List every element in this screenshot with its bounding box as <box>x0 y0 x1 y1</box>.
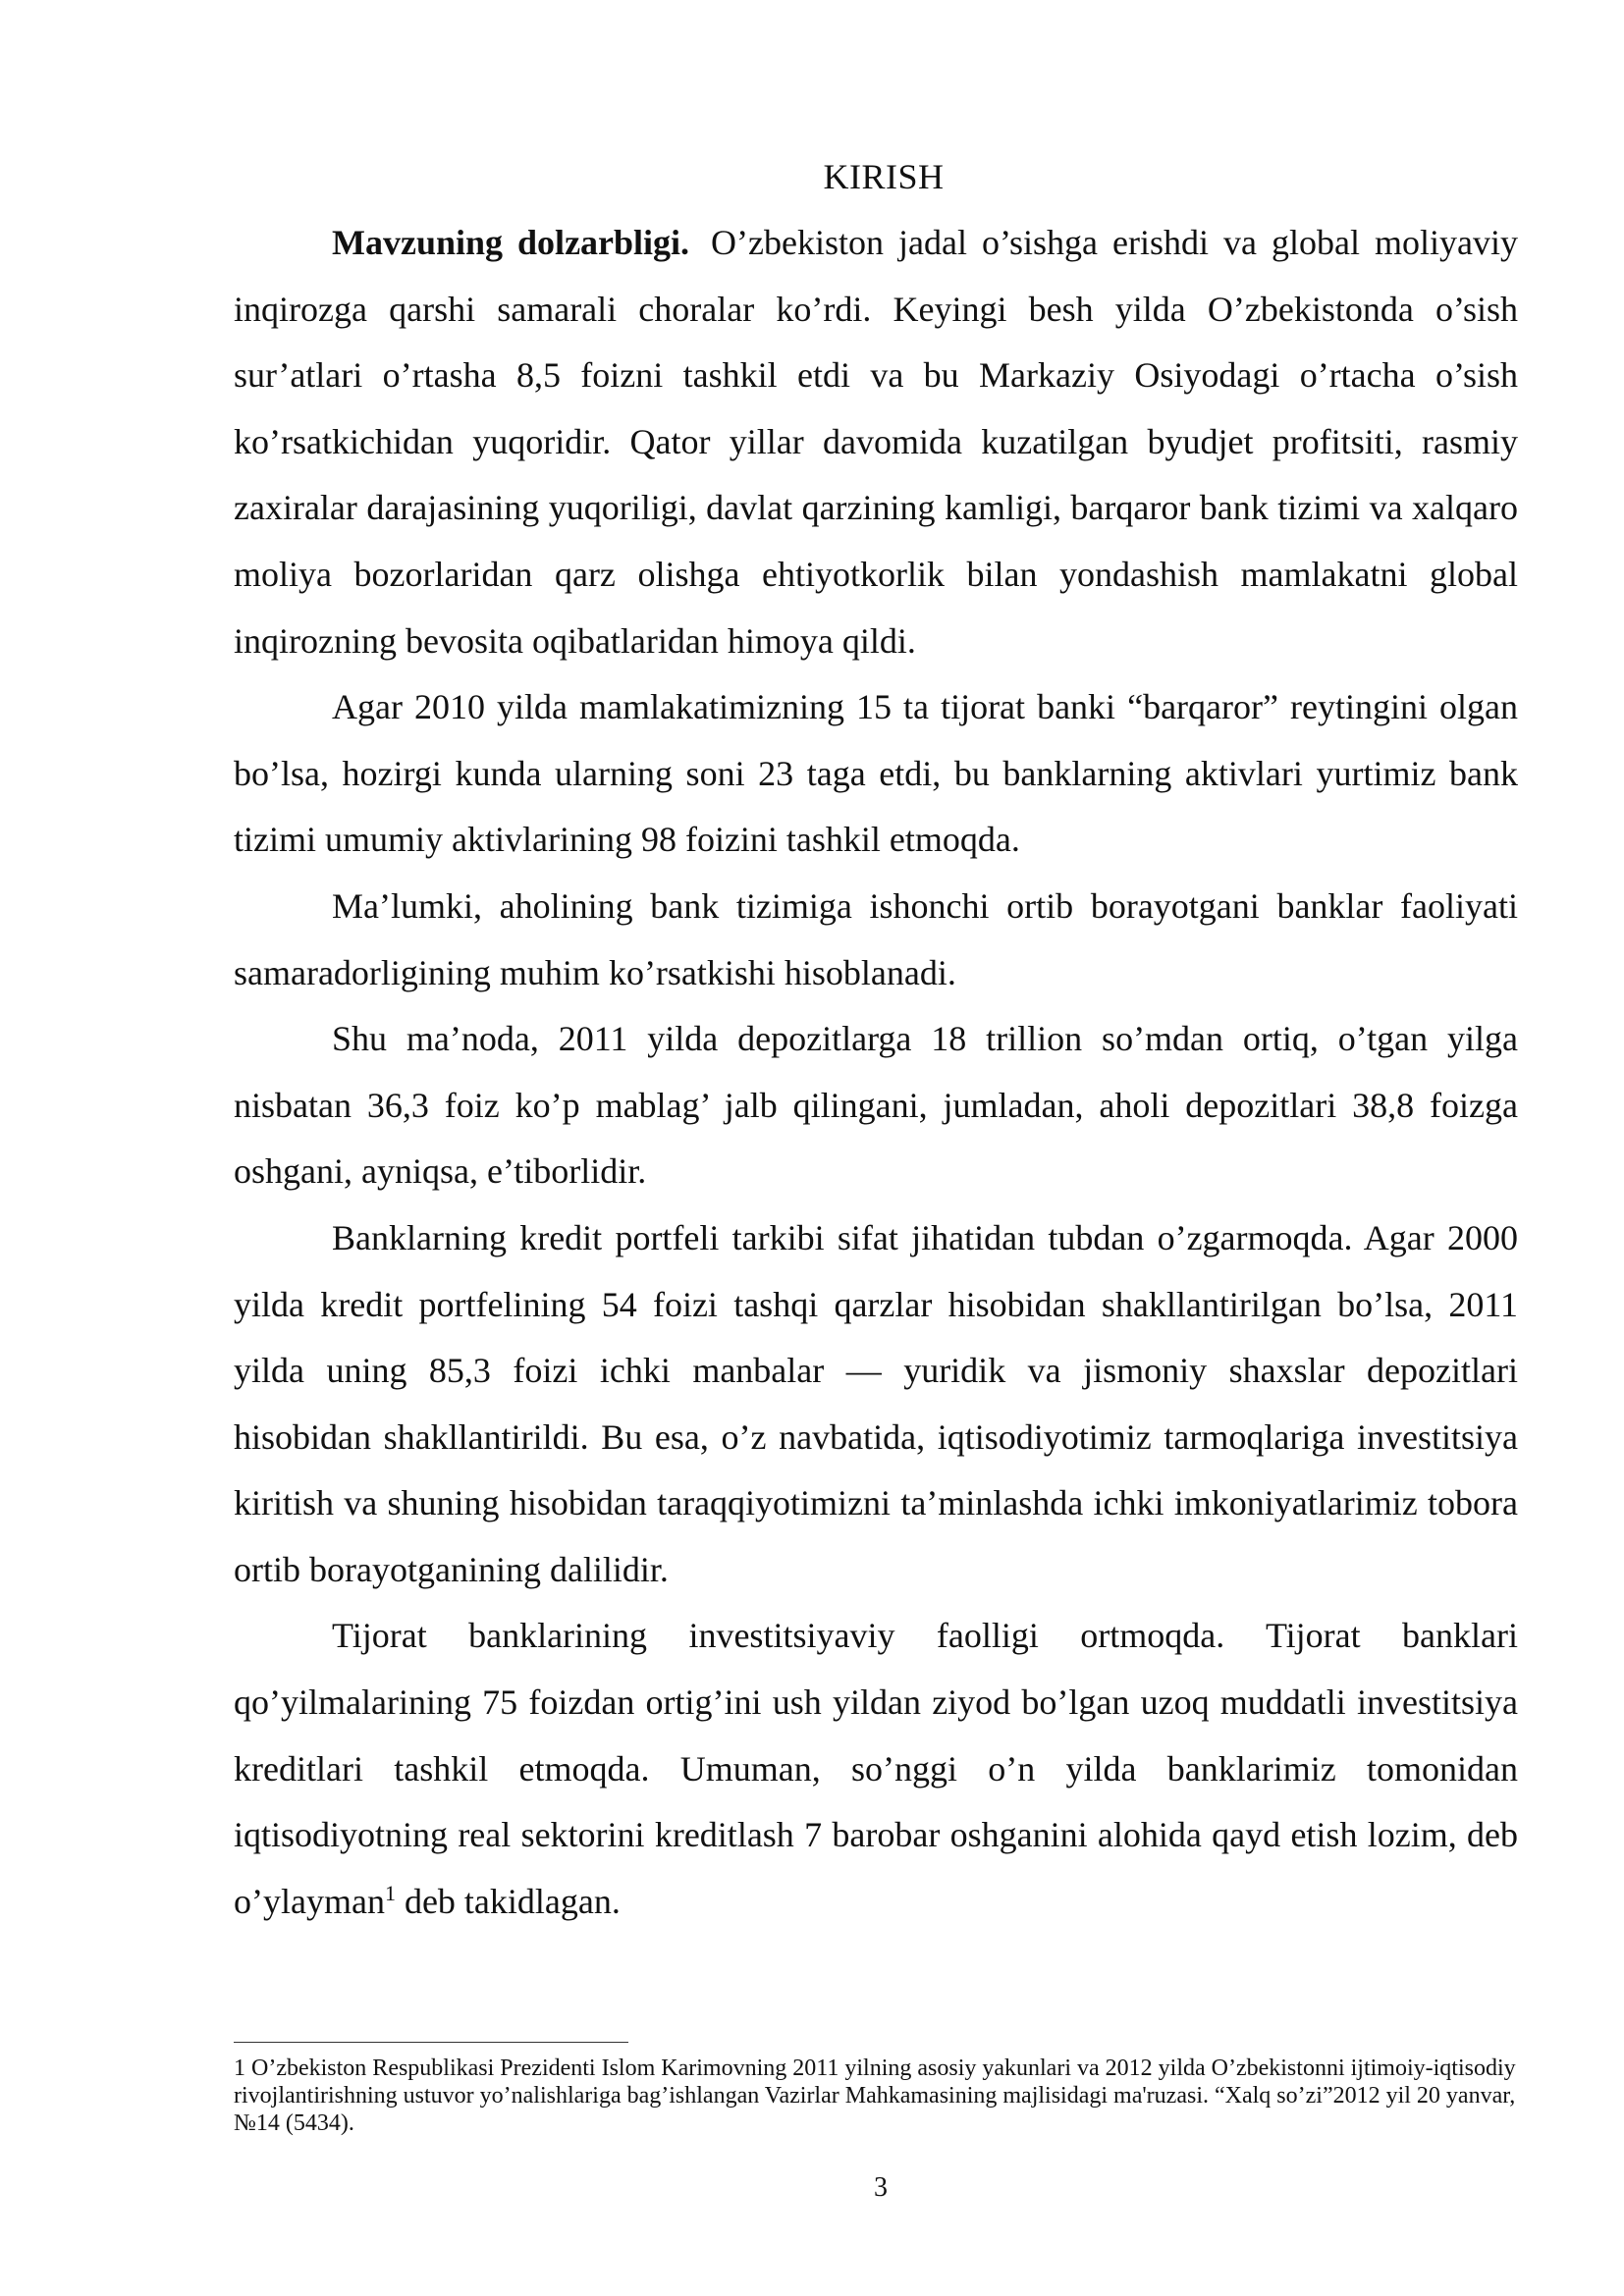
page-number: 3 <box>874 2172 888 2203</box>
paragraph-relevance <box>234 210 1518 674</box>
paragraph-bank-ratings <box>234 674 1518 874</box>
paragraph-text: Agar 2010 yilda mamlakatimizning 15 ta tijorat banki “barqaror” reytingini olgan bo’lsa, hozirgi kunda ularning soni 23 taga etdi, bu banklarning aktivlari yurtimiz bank tizimi umumiy aktivlarining 98 foizini tashkil etmoqda. <box>234 687 1518 860</box>
paragraph-deposits <box>234 1006 1518 1205</box>
paragraph-text: O’zbekiston jadal o’sishga erishdi va global moliyaviy inqirozga qarshi samarali choralar ko’rdi. Keyingi besh yilda O’zbekistonda o’sish sur’atlari o’rtasha 8,5 foizni tashkil etdi va bu Markaziy Osiyodagi o’rtacha o’sish ko’rsatkichidan yuqoridir. Qator yillar davomida kuzatilgan byudjet profitsiti, rasmiy zaxiralar darajasining yuqoriligi, davlat qarzining kamligi, barqaror bank tizimi va xalqaro moliya bozorlaridan qarz olishga ehtiyotkorlik bilan yondashish mamlakatni global inqirozning bevosita oqibatlaridan himoya qildi. <box>234 223 1518 661</box>
footnote-reference[interactable]: 1 <box>384 1880 396 1905</box>
paragraph-text: Ma’lumki, aholining bank tizimiga ishonchi ortib borayotgani banklar faoliyati samaradorligining muhim ko’rsatkishi hisoblanadi. <box>234 885 1518 992</box>
paragraph-text: Banklarning kredit portfeli tarkibi sifat jihatidan tubdan o’zgarmoqda. Agar 2000 yilda kredit portfelining 54 foizi tashqi qarzlar hisobidan shakllantirilgan bo’lsa, 2011 yilda uning 85,3 foizi ichki manbalar — yuridik va jismoniy shaxslar depozitlari hisobidan shakllantirildi. Bu esa, o’z navbatida, iqtisodiyotimiz tarmoqlariga investitsiya kiritish va shuning hisobidan taraqqiyotimizni ta’minlashda ichki imkoniyatlarimiz tobora ortib borayotganining dalilidir. <box>234 1217 1518 1589</box>
paragraph-investment-activity <box>234 1603 1518 1935</box>
paragraph-text: Tijorat banklarining investitsiyaviy faolligi ortmoqda. Tijorat banklari qo’yilmalarining 75 foizdan ortig’ini ush yildan ziyod bo’lgan uzoq muddatli investitsiya kreditlari tashkil etmoqda. Umuman, so’nggi o’n yilda banklarimiz tomonidan iqtisodiyotning real sektorini kreditlash 7 barobar oshganini alohida qayd etish lozim, deb o’ylayman <box>234 1616 1518 1921</box>
paragraph-credit-portfolio <box>234 1205 1518 1604</box>
paragraph-tail: deb takidlagan. <box>395 1881 621 1921</box>
footnote-separator <box>234 2042 628 2043</box>
body-text <box>234 210 1518 1935</box>
paragraph-public-trust <box>234 874 1518 1006</box>
section-heading: KIRISH <box>823 157 945 196</box>
footnote-text: 1 O’zbekiston Respublikasi Prezidenti Islom Karimovning 2011 yilning asosiy yakunlari va 2012 yilda O’zbekistonni ijtimoiy-iqtisodiy rivojlantirishning ustuvor yo’nalishlariga bag’ishlangan Vazirlar Mahkamasining majlisidagi ma'ruzasi. “Xalq so’zi”2012 yil 20 yanvar, №14 (5434). <box>234 2056 1516 2136</box>
paragraph-text: Shu ma’noda, 2011 yilda depozitlarga 18 trillion so’mdan ortiq, o’tgan yilga nisbatan 36,3 foiz ko’p mablag’ jalb qilingani, jumladan, aholi depozitlari 38,8 foizga oshgani, ayniqsa, e’tiborlidir. <box>234 1019 1518 1192</box>
relevance-lead-term: Mavzuning dolzarbligi. <box>332 223 690 262</box>
